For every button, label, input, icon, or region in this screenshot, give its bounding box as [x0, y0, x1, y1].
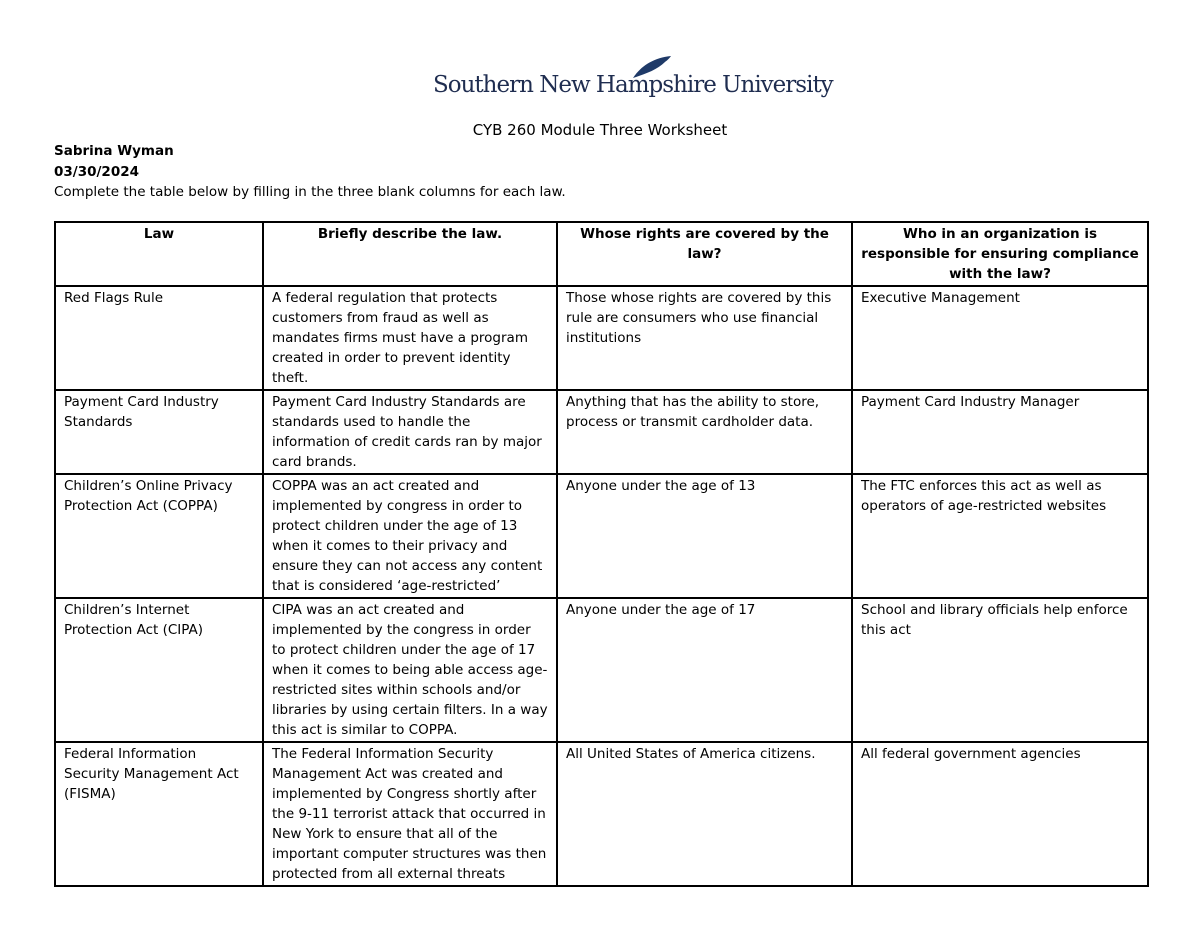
document-date: 03/30/2024 [54, 164, 140, 180]
responsible-cell: Payment Card Industry Manager [852, 390, 1148, 474]
column-header-rights: Whose rights are covered by the law? [557, 222, 852, 286]
rights-cell: All United States of America citizens. [557, 742, 852, 886]
law-cell: Federal Information Security Management Act (FISMA) [55, 742, 263, 886]
law-cell: Red Flags Rule [55, 286, 263, 390]
responsible-cell: Executive Management [852, 286, 1148, 390]
instructions: Complete the table below by filling in the three blank columns for each law. [54, 184, 566, 200]
column-header-law: Law [55, 222, 263, 286]
description-cell: CIPA was an act created and implemented by the congress in order to protect children under the age of 17 when it comes to being able access age-restricted sites within schools and/or libraries by using certain filters. In a way this act is similar to COPPA. [263, 598, 557, 742]
table-header-row [55, 222, 1148, 286]
rights-cell: Anyone under the age of 13 [557, 474, 852, 598]
description-cell: Payment Card Industry Standards are standards used to handle the information of credit cards ran by major card brands. [263, 390, 557, 474]
table-row [55, 742, 1148, 886]
rights-cell: Those whose rights are covered by this rule are consumers who use financial institutions [557, 286, 852, 390]
laws-table [54, 221, 1149, 887]
university-logo [433, 54, 833, 104]
table-row [55, 390, 1148, 474]
description-cell: The Federal Information Security Management Act was created and implemented by Congress shortly after the 9-11 terrorist attack that occurred in New York to ensure that all of the important computer structures was then protected from all external threats [263, 742, 557, 886]
author-name: Sabrina Wyman [54, 143, 174, 159]
responsible-cell: The FTC enforces this act as well as operators of age-restricted websites [852, 474, 1148, 598]
table-row [55, 474, 1148, 598]
table-row [55, 286, 1148, 390]
description-cell: A federal regulation that protects customers from fraud as well as mandates firms must have a program created in order to prevent identity theft. [263, 286, 557, 390]
law-cell: Children’s Internet Protection Act (CIPA) [55, 598, 263, 742]
column-header-description: Briefly describe the law. [263, 222, 557, 286]
rights-cell: Anyone under the age of 17 [557, 598, 852, 742]
law-cell: Payment Card Industry Standards [55, 390, 263, 474]
description-cell: COPPA was an act created and implemented by congress in order to protect children under the age of 13 when it comes to their privacy and ensure they can not access any content that is considered ‘age-restricted’ [263, 474, 557, 598]
column-header-responsible: Who in an organization is responsible for ensuring compliance with the law? [852, 222, 1148, 286]
page-title: CYB 260 Module Three Worksheet [472, 121, 728, 139]
logo-text: Southern New Hampshire University [433, 72, 833, 98]
responsible-cell: All federal government agencies [852, 742, 1148, 886]
law-cell: Children’s Online Privacy Protection Act (COPPA) [55, 474, 263, 598]
table-row [55, 598, 1148, 742]
responsible-cell: School and library officials help enforce this act [852, 598, 1148, 742]
rights-cell: Anything that has the ability to store, process or transmit cardholder data. [557, 390, 852, 474]
